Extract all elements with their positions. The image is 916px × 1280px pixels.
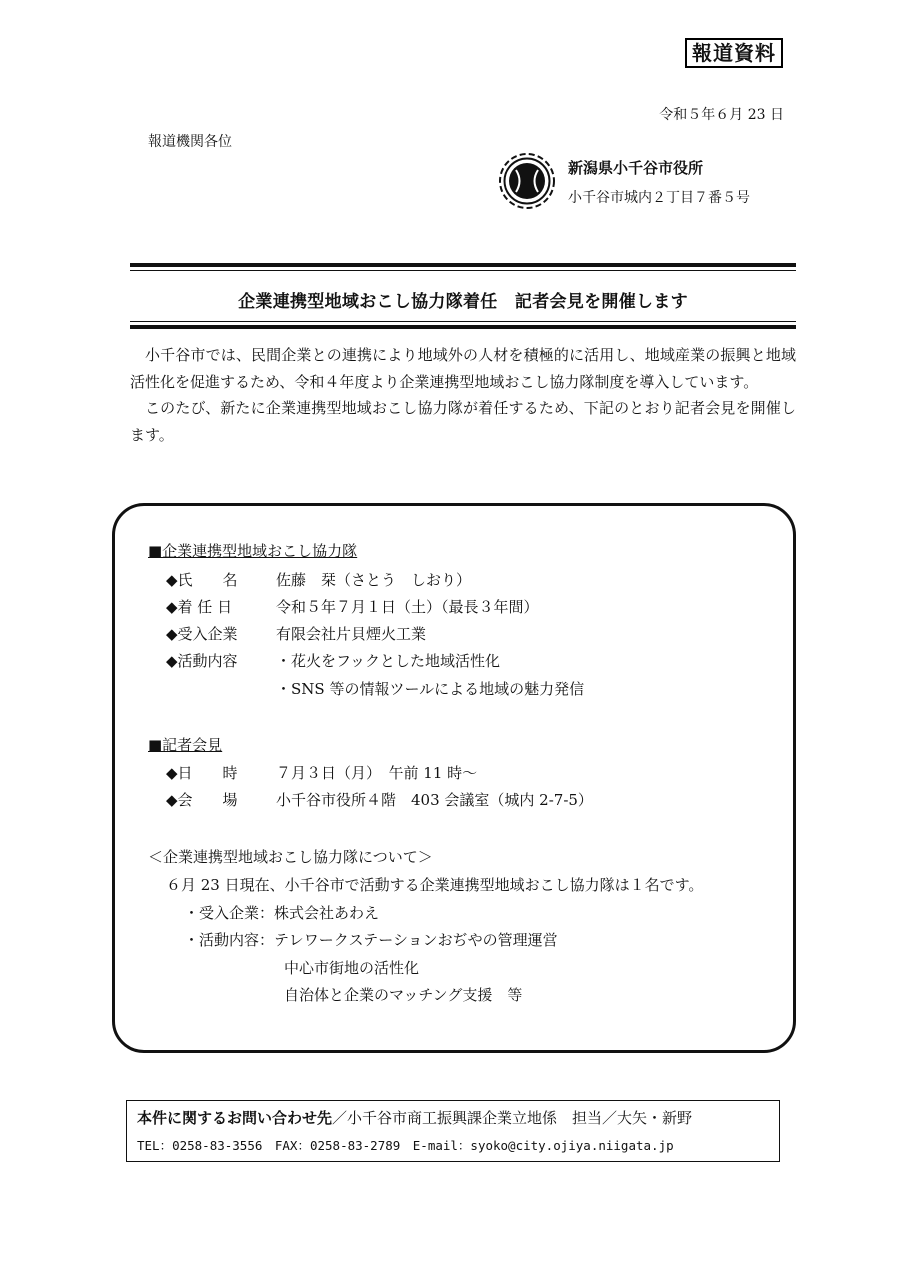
headline-bottom-rule (130, 325, 796, 329)
member-start-label: ◆着 任 日 (166, 598, 233, 616)
contact-person: ／小千谷市商工振興課企業立地係 担当／大矢・新野 (332, 1109, 693, 1127)
headline-top-rule (130, 263, 796, 267)
about-company: ・受入企業：株式会社あわえ (184, 904, 380, 922)
member-activity-1: ・花火をフックとした地域活性化 (276, 652, 500, 670)
conference-datetime-row (166, 763, 477, 783)
member-activity-2: ・SNS 等の情報ツールによる地域の魅力発信 (276, 680, 585, 698)
conference-datetime-label: ◆日 時 (166, 764, 238, 782)
intro-paragraph-2: このたび、新たに企業連携型地域おこし協力隊が着任するため、下記のとおり記者会見を開催します。 (130, 399, 796, 444)
headline: 企業連携型地域おこし協力隊着任 記者会見を開催します (238, 292, 688, 312)
member-name-row (166, 570, 471, 590)
member-start-row (166, 597, 539, 617)
conference-datetime-value: ７月３日（月） 午前 11 時～ (276, 764, 478, 782)
conference-venue-value: 小千谷市役所４階 403 会議室（城内 2-7-5） (276, 791, 593, 809)
about-activity-3: 自治体と企業のマッチング支援 等 (284, 986, 523, 1004)
member-start-value: 令和５年７月１日（土）（最長３年間） (276, 598, 539, 616)
about-heading: ＜企業連携型地域おこし協力隊について＞ (148, 848, 433, 866)
contact-title (137, 1107, 692, 1128)
member-name-label: ◆氏 名 (166, 571, 238, 589)
conference-venue-label: ◆会 場 (166, 791, 238, 809)
member-activity-row (166, 651, 500, 671)
intro-paragraph-1: 小千谷市では、民間企業との連携により地域外の人材を積極的に活用し、地域産業の振興と地域活性化を促進するため、令和４年度より企業連携型地域おこし協力隊制度を導入しています。 (130, 346, 796, 391)
issue-date: 令和５年６月 23 日 (659, 107, 784, 123)
member-name-value: 佐藤 栞（さとう しおり） (276, 571, 472, 589)
member-activity-label: ◆活動内容 (166, 652, 238, 670)
headline-bottom-rule-thin (130, 321, 796, 322)
issuer-address: 小千谷市城内２丁目７番５号 (568, 190, 750, 206)
member-company-row (166, 624, 426, 644)
recipient-line: 報道機関各位 (148, 134, 232, 150)
member-company-label: ◆受入企業 (166, 625, 238, 643)
contact-title-bold: 本件に関するお問い合わせ先 (137, 1109, 333, 1127)
press-release-label: 報道資料 (685, 38, 783, 68)
member-heading: ■企業連携型地域おこし協力隊 (148, 542, 358, 560)
city-emblem-icon (496, 150, 558, 212)
issuer-name: 新潟県小千谷市役所 (568, 159, 704, 177)
about-activity-2: 中心市街地の活性化 (284, 959, 420, 977)
about-activity: ・活動内容：テレワークステーションおぢやの管理運営 (184, 931, 558, 949)
member-company-value: 有限会社片貝煙火工業 (276, 625, 427, 643)
about-summary: ６月 23 日現在、小千谷市で活動する企業連携型地域おこし協力隊は１名です。 (166, 876, 704, 894)
press-conference-heading: ■記者会見 (148, 736, 223, 754)
intro-body (130, 342, 796, 448)
contact-box (126, 1100, 780, 1162)
conference-venue-row (166, 790, 593, 810)
contact-detail: TEL：0258-83-3556 FAX：0258-83-2789 E-mail：syoko@city.ojiya.niigata.jp (137, 1138, 674, 1153)
headline-top-rule-thin (130, 270, 796, 271)
